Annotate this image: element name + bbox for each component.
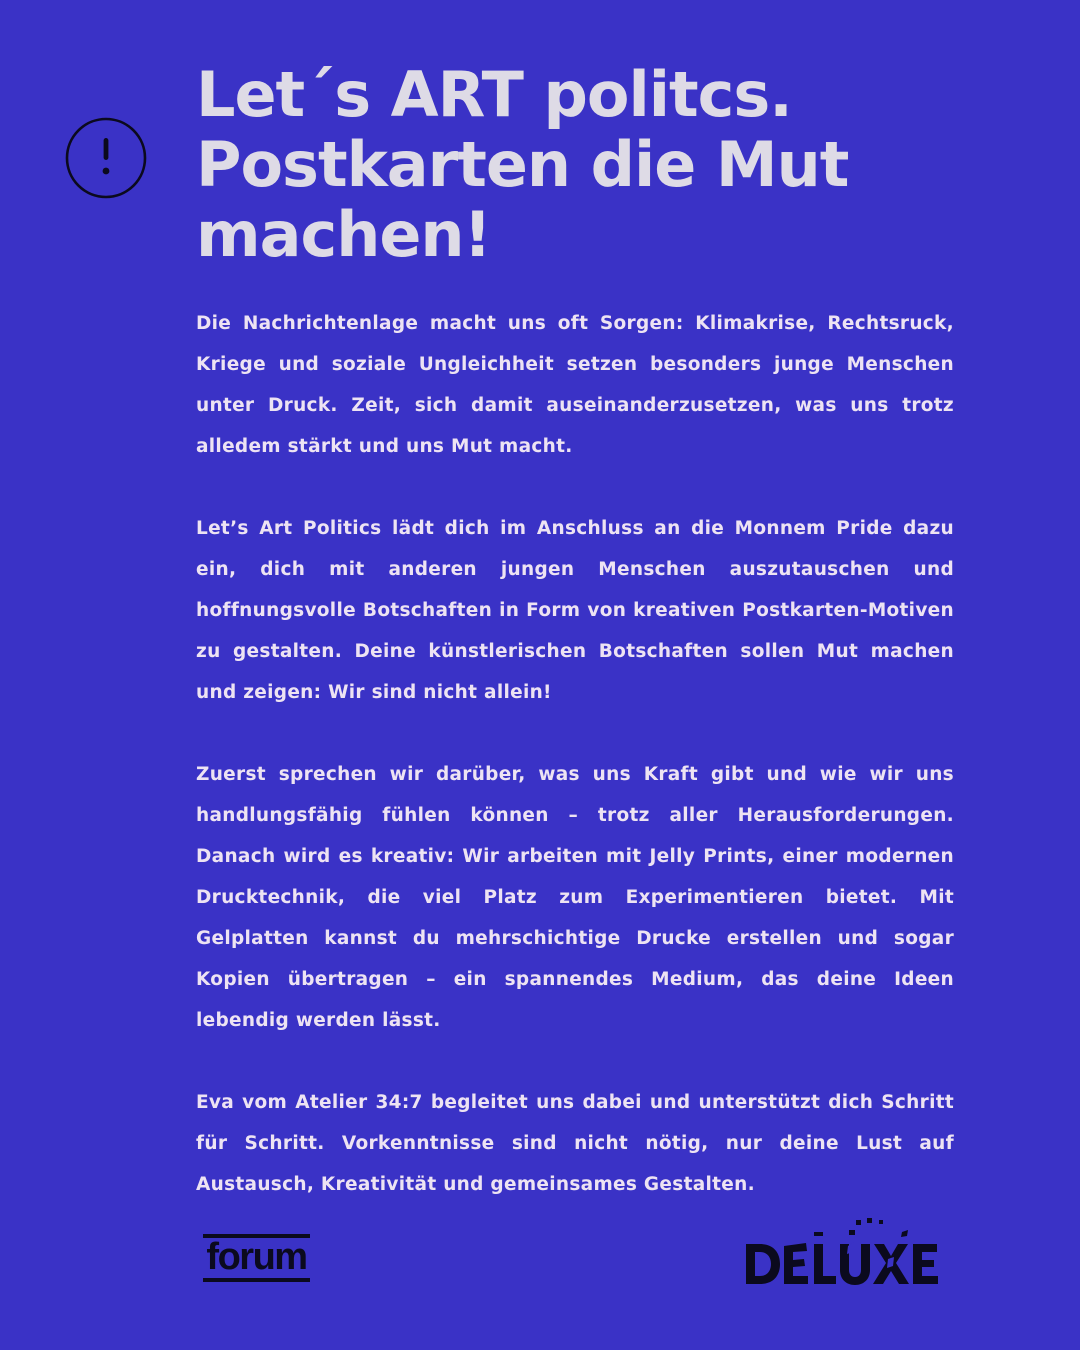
- event-description: [196, 303, 954, 1246]
- title-line-1: Let´s ART politcs.: [196, 58, 792, 131]
- deluxe-logo: [744, 1216, 944, 1288]
- forum-logo-bottom-rule: [203, 1278, 310, 1282]
- exclamation-circle-icon: [65, 117, 147, 199]
- paragraph-host: Eva vom Atelier 34:7 begleitet uns dabei und unterstützt dich Schritt für Schritt. Vorkenntnisse sind nicht nötig, nur deine Lust auf Austausch, Kreativität und gemeinsames Gestalten.: [196, 1092, 954, 1195]
- forum-logo: [203, 1234, 310, 1282]
- paragraph-program: Zuerst sprechen wir darüber, was uns Kraft gibt und wie wir uns handlungsfähig fühlen können – trotz aller Herausforderungen. Danach wird es kreativ: Wir arbeiten mit Jelly Prints, einer modernen Drucktechnik, die viel Platz zum Experimentieren bietet. Mit Gelplatten kannst du mehrschichtige Drucke erstellen und sogar Kopien übertragen – ein spannendes Medium, das deine Ideen lebendig werden lässt.: [196, 764, 954, 1031]
- paragraph-invitation: Let’s Art Politics lädt dich im Anschluss an die Monnem Pride dazu ein, dich mit anderen jungen Menschen auszutauschen und hoffnungsvolle Botschaften in Form von kreativen Postkarten-Motiven zu gestalten. Deine künstlerischen Botschaften sollen Mut machen und zeigen: Wir sind nicht allein!: [196, 518, 954, 703]
- forum-logo-text: forum: [206, 1236, 307, 1278]
- title-line-2: Postkarten die Mut: [196, 128, 849, 201]
- paragraph-intro: Die Nachrichtenlage macht uns oft Sorgen: Klimakrise, Rechtsruck, Kriege und soziale Ungleichheit setzen besonders junge Menschen unter Druck. Zeit, sich damit auseinanderzusetzen, was uns trotz alledem stärkt und uns Mut macht.: [196, 313, 954, 457]
- title-line-3: machen!: [196, 198, 491, 271]
- page-title: [196, 60, 956, 270]
